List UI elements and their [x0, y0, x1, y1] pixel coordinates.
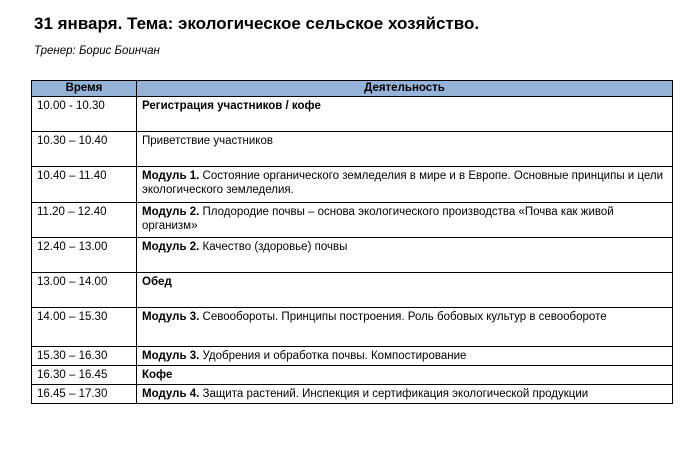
activity-text: Севообороты. Принципы построения. Роль бобовых культур в севообороте	[199, 311, 607, 323]
row-time: 14.00 – 15.30	[32, 308, 137, 347]
activity-text: Защита растений. Инспекция и сертификация экологической продукции	[199, 388, 589, 400]
row-time: 16.30 – 16.45	[32, 366, 137, 385]
row-activity	[137, 167, 673, 203]
activity-bold: Обед	[142, 276, 172, 288]
table-row	[32, 132, 673, 167]
row-time: 10.40 – 11.40	[32, 167, 137, 203]
row-time: 13.00 – 14.00	[32, 273, 137, 308]
table-row	[32, 347, 673, 366]
row-time: 16.45 – 17.30	[32, 385, 137, 404]
page-title: 31 января. Тема: экологическое сельское хозяйство.	[34, 14, 480, 33]
activity-text: Приветствие участников	[142, 135, 273, 147]
schedule-table	[31, 80, 673, 404]
table-row	[32, 385, 673, 404]
table-row	[32, 167, 673, 203]
row-activity	[137, 308, 673, 347]
header-activity: Деятельность	[137, 81, 673, 97]
row-activity	[137, 366, 673, 385]
row-time: 10.00 - 10.30	[32, 97, 137, 132]
table-header-row	[32, 81, 673, 97]
row-time: 15.30 – 16.30	[32, 347, 137, 366]
table-row	[32, 366, 673, 385]
row-time: 11.20 – 12.40	[32, 203, 137, 238]
row-time: 10.30 – 10.40	[32, 132, 137, 167]
header-time: Время	[32, 81, 137, 97]
activity-bold: Модуль 3.	[142, 311, 200, 323]
activity-bold: Модуль 2.	[142, 241, 200, 253]
activity-bold: Модуль 3.	[142, 350, 200, 362]
row-activity	[137, 347, 673, 366]
table-row	[32, 273, 673, 308]
row-activity	[137, 97, 673, 132]
row-activity	[137, 385, 673, 404]
table-row	[32, 203, 673, 238]
row-activity	[137, 238, 673, 273]
row-activity	[137, 132, 673, 167]
activity-text: Качество (здоровье) почвы	[199, 241, 348, 253]
row-time: 12.40 – 13.00	[32, 238, 137, 273]
activity-bold: Модуль 4.	[142, 388, 200, 400]
activity-bold: Кофе	[142, 369, 173, 381]
activity-text: Состояние органического земледелия в мире и в Европе. Основные принципы и цели экологического земледелия.	[142, 170, 664, 196]
table-row	[32, 238, 673, 273]
row-activity	[137, 203, 673, 238]
row-activity	[137, 273, 673, 308]
table-row	[32, 308, 673, 347]
table-row	[32, 97, 673, 132]
activity-bold: Модуль 1.	[142, 170, 200, 182]
activity-bold: Модуль 2.	[142, 206, 200, 218]
trainer-line: Тренер: Борис Боинчан	[34, 45, 160, 57]
activity-bold: Регистрация участников / кофе	[142, 100, 321, 112]
activity-text: Удобрения и обработка почвы. Компостирование	[199, 350, 467, 362]
activity-text: Плодородие почвы – основа экологического производства «Почва как живой организм»	[142, 206, 614, 232]
